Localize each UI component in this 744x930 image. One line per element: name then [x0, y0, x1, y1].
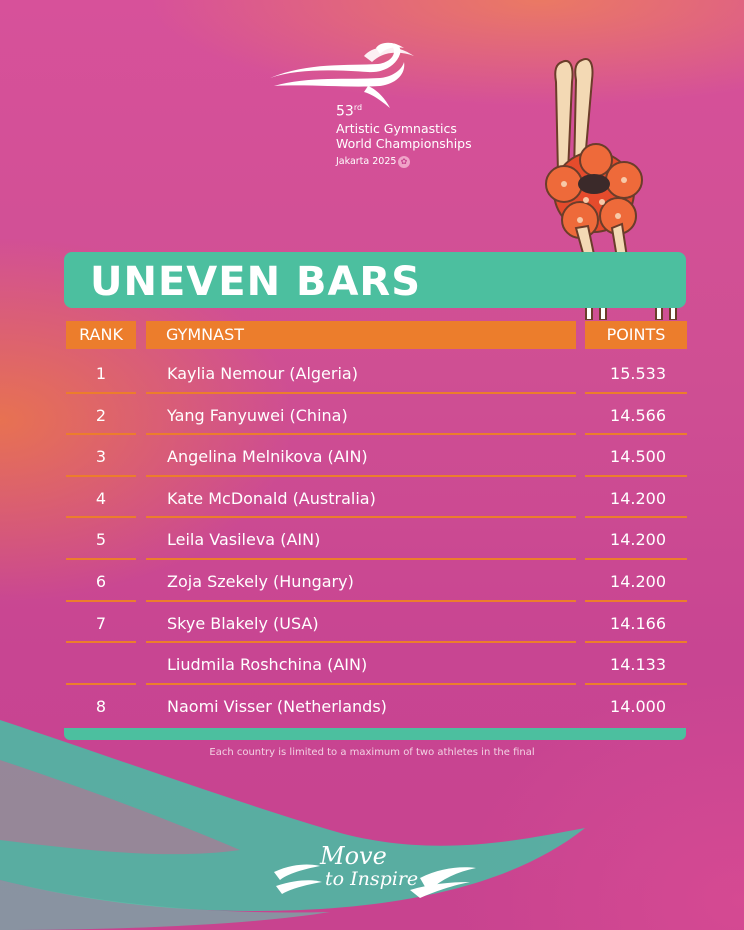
points-cell: 15.533: [610, 364, 666, 383]
gymnast-cell: Liudmila Roshchina (AIN): [167, 655, 368, 675]
gymnast-cell: Skye Blakely (USA): [167, 613, 319, 633]
gymnast-cell: Yang Fanyuwei (China): [167, 405, 348, 425]
page-title: UNEVEN BARS: [90, 259, 422, 305]
table-row: [0, 435, 744, 477]
event-name-line1: Artistic Gymnastics: [336, 121, 457, 136]
results-table: [0, 352, 744, 726]
table-row: [0, 352, 744, 394]
table-row: [0, 602, 744, 644]
gymnast-cell: Angelina Melnikova (AIN): [167, 447, 368, 467]
rank-cell: 4: [95, 488, 107, 508]
rank-cell: 2: [95, 405, 107, 425]
rank-cell: 1: [95, 364, 107, 383]
slogan-line2: to Inspire: [325, 868, 419, 890]
event-location: Jakarta 2025: [336, 156, 397, 167]
points-cell: 14.133: [610, 655, 666, 675]
rank-cell: 5: [95, 530, 107, 550]
table-row: [0, 518, 744, 560]
column-header-points: POINTS: [585, 321, 687, 349]
gymnast-cell: Kaylia Nemour (Algeria): [167, 364, 358, 383]
table-row: [0, 560, 744, 602]
table-bottom-bar: [64, 728, 686, 740]
points-cell: 14.566: [610, 405, 666, 425]
gymnast-cell: Leila Vasileva (AIN): [167, 530, 321, 550]
table-row: [0, 394, 744, 436]
slogan-line1: Move: [320, 842, 387, 870]
points-cell: 14.500: [610, 447, 666, 467]
rank-cell: 7: [95, 613, 107, 633]
event-edition: 53rd: [336, 103, 363, 120]
table-row: [0, 477, 744, 519]
rank-cell: 8: [95, 696, 107, 716]
gymnast-cell: Naomi Visser (Netherlands): [167, 696, 387, 716]
event-name-line2: World Championships: [336, 136, 472, 151]
city-emblem-icon: ✿: [398, 156, 410, 168]
column-header-gymnast: GYMNAST: [146, 321, 576, 349]
gymnast-cell: Zoja Szekely (Hungary): [167, 571, 354, 591]
points-cell: 14.200: [610, 488, 666, 508]
points-cell: 14.166: [610, 613, 666, 633]
column-header-rank: RANK: [66, 321, 136, 349]
points-cell: 14.000: [610, 696, 666, 716]
table-row: [0, 643, 744, 685]
table-row: [0, 685, 744, 727]
footnote: Each country is limited to a maximum of two athletes in the final: [209, 747, 535, 758]
gymnast-cell: Kate McDonald (Australia): [167, 488, 376, 508]
rank-cell: 6: [95, 571, 107, 591]
points-cell: 14.200: [610, 530, 666, 550]
rank-cell: 3: [95, 447, 107, 467]
points-cell: 14.200: [610, 571, 666, 591]
